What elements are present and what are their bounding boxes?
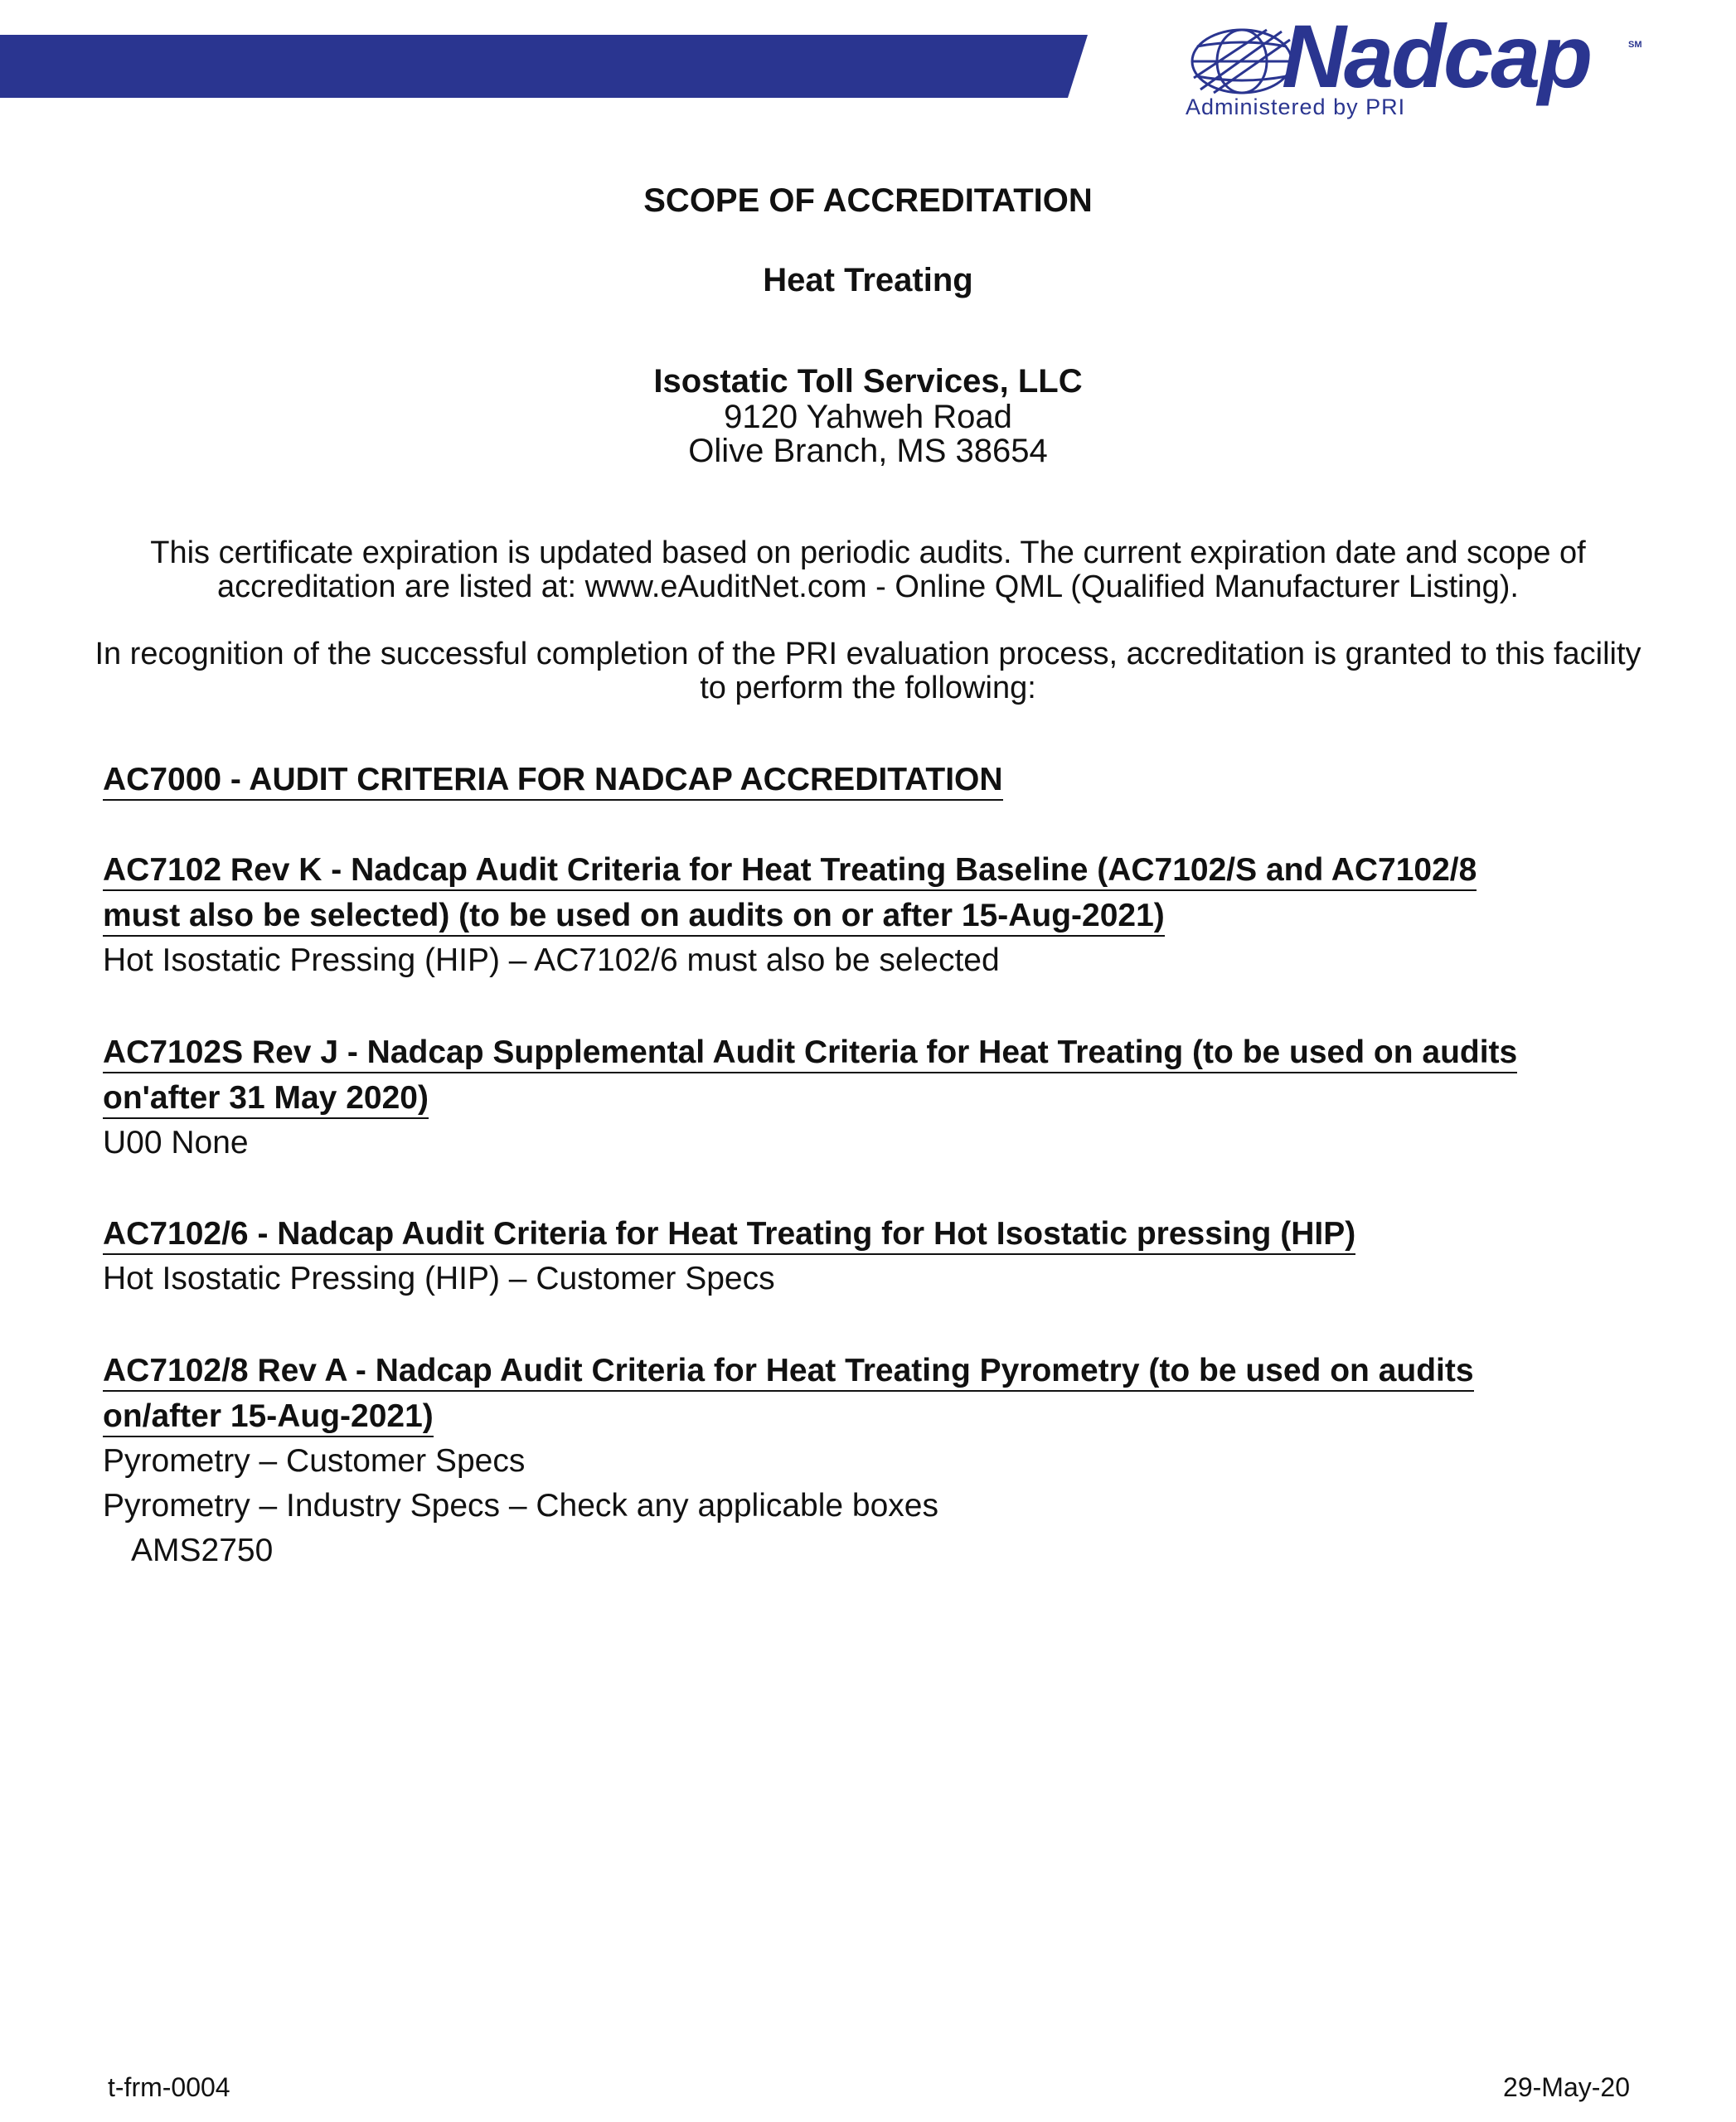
section-ac7000: [103, 757, 1612, 802]
logo-tagline: Administered by PRI: [1186, 94, 1406, 119]
form-id: t-frm-0004: [108, 2072, 230, 2102]
logo-service-mark: SM: [1628, 40, 1642, 50]
section-ac7102-8: [103, 1348, 1612, 1573]
scope-item-spec: AMS2750: [131, 1533, 274, 1568]
section-heading: AC7102S Rev J - Nadcap Supplemental Audit Criteria for Heat Treating (to be used on audits: [103, 1030, 1612, 1075]
section-heading: AC7000 - AUDIT CRITERIA FOR NADCAP ACCREDITATION: [103, 757, 1612, 802]
recognition-statement: In recognition of the successful completion of the PRI evaluation process, accreditation is granted to this facility to perform the following:: [95, 637, 1641, 705]
logo-wordmark: Nadcap: [1282, 6, 1591, 106]
section-ac7102: [103, 847, 1612, 983]
section-ac7102s: [103, 1030, 1612, 1165]
scope-item: Pyrometry – Customer Specs: [103, 1443, 526, 1479]
section-heading: AC7102/8 Rev A - Nadcap Audit Criteria for Heat Treating Pyrometry (to be used on audits: [103, 1348, 1612, 1393]
page-title: SCOPE OF ACCREDITATION: [643, 182, 1093, 219]
section-heading-cont: on'after 31 May 2020): [103, 1075, 1612, 1121]
footer-date: 29-May-20: [1503, 2072, 1630, 2102]
scope-item: Pyrometry – Industry Specs – Check any applicable boxes: [103, 1488, 939, 1524]
section-heading-cont: must also be selected) (to be used on audits on or after 15-Aug-2021): [103, 893, 1612, 938]
address-line-1: 9120 Yahweh Road: [724, 399, 1012, 435]
nadcap-logo: [1184, 6, 1648, 126]
expiration-notice: This certificate expiration is updated based on periodic audits. The current expiration date and scope of accreditation are listed at: www.eAuditNet.com - Online QML (Qualified Manufacturer Listing).: [150, 535, 1586, 604]
section-heading-cont: on/after 15-Aug-2021): [103, 1393, 1612, 1439]
page-subtitle: Heat Treating: [763, 262, 973, 298]
section-ac7102-6: [103, 1211, 1612, 1301]
scope-item: Hot Isostatic Pressing (HIP) – AC7102/6 must also be selected: [103, 942, 1000, 978]
scope-item: Hot Isostatic Pressing (HIP) – Customer Specs: [103, 1261, 775, 1296]
company-name: Isostatic Toll Services, LLC: [653, 363, 1083, 400]
header-banner: [0, 35, 1088, 98]
address-line-2: Olive Branch, MS 38654: [688, 433, 1048, 469]
scope-item: U00 None: [103, 1125, 249, 1160]
section-heading: AC7102 Rev K - Nadcap Audit Criteria for Heat Treating Baseline (AC7102/S and AC7102/8: [103, 847, 1612, 893]
section-heading: AC7102/6 - Nadcap Audit Criteria for Heat Treating for Hot Isostatic pressing (HIP): [103, 1211, 1612, 1257]
